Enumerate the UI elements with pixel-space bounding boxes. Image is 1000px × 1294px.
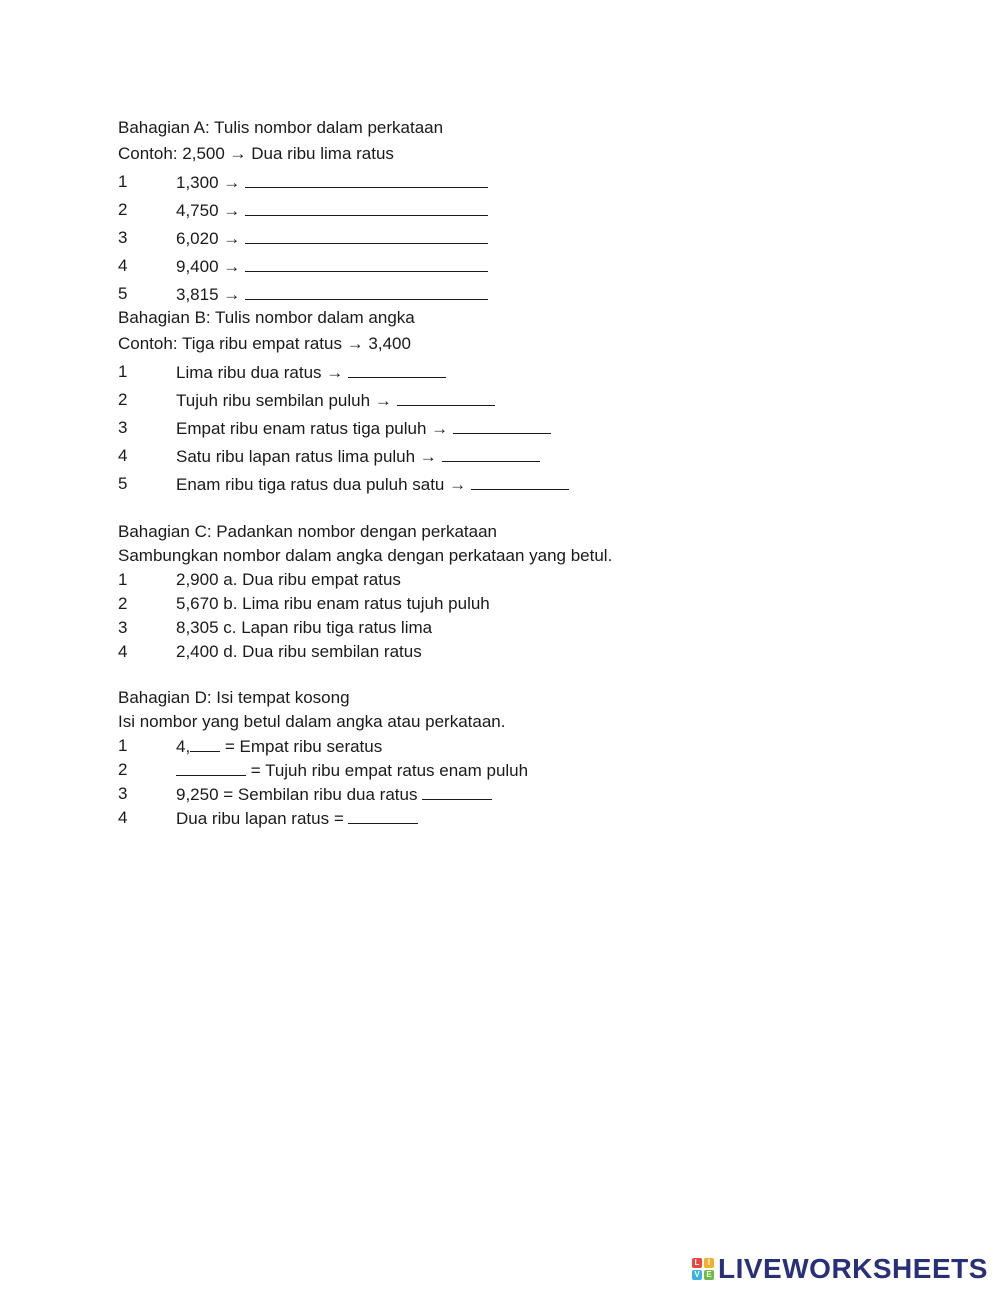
section-c-instruction: Sambungkan nombor dalam angka dengan perkataan yang betul. [118, 546, 613, 565]
logo-mark-icon [692, 1258, 714, 1280]
item-text: Tujuh ribu sembilan puluh → [176, 391, 392, 410]
item-number: 5 [118, 284, 128, 303]
item-text: 5,670 b. Lima ribu enam ratus tujuh puluh [176, 594, 490, 613]
item-text: 8,305 c. Lapan ribu tiga ratus lima [176, 618, 433, 637]
item-number: 3 [118, 228, 128, 247]
item-text: 2,900 a. Dua ribu empat ratus [176, 570, 401, 589]
logo-mark-tile: V [692, 1270, 702, 1280]
answer-blank[interactable] [245, 256, 488, 272]
answer-blank[interactable] [397, 390, 495, 406]
answer-blank[interactable] [348, 362, 446, 378]
item-text-after: = Empat ribu seratus [220, 737, 383, 756]
item-text: Satu ribu lapan ratus lima puluh → [176, 447, 437, 466]
item-text-before: Dua ribu lapan ratus = [176, 809, 349, 828]
item-number: 1 [118, 736, 128, 755]
item-number: 2 [118, 200, 128, 219]
item-text-before: 4, [176, 737, 191, 756]
item-text: 9,400 → [176, 257, 241, 276]
section-a-heading: Bahagian A: Tulis nombor dalam perkataan [118, 118, 444, 137]
liveworksheets-logo [692, 1255, 988, 1283]
item-text: 1,300 → [176, 173, 241, 192]
item-text: 4,750 → [176, 201, 241, 220]
item-number: 3 [118, 418, 128, 437]
answer-blank[interactable] [190, 736, 220, 752]
item-text: 2,400 d. Dua ribu sembilan ratus [176, 642, 422, 661]
section-b-heading: Bahagian B: Tulis nombor dalam angka [118, 308, 415, 327]
item-number: 4 [118, 256, 128, 275]
answer-blank[interactable] [245, 228, 488, 244]
answer-blank[interactable] [245, 284, 488, 300]
logo-text: LIVEWORKSHEETS [718, 1253, 988, 1284]
item-text: 3,815 → [176, 285, 241, 304]
section-c-heading: Bahagian C: Padankan nombor dengan perkataan [118, 522, 498, 541]
answer-blank[interactable] [348, 808, 418, 824]
answer-blank[interactable] [245, 172, 488, 188]
item-number: 2 [118, 760, 128, 779]
logo-mark-tile: I [704, 1258, 714, 1268]
item-number: 3 [118, 618, 128, 637]
logo-mark-tile: L [692, 1258, 702, 1268]
answer-blank[interactable] [176, 760, 246, 776]
item-text-before: 9,250 = Sembilan ribu dua ratus [176, 785, 423, 804]
item-number: 3 [118, 784, 128, 803]
logo-mark-tile: E [704, 1270, 714, 1280]
item-number: 1 [118, 362, 128, 381]
section-a-example: Contoh: 2,500 → Dua ribu lima ratus [118, 144, 394, 163]
item-number: 2 [118, 390, 128, 409]
item-number: 4 [118, 808, 128, 827]
item-number: 1 [118, 172, 128, 191]
item-number: 2 [118, 594, 128, 613]
section-d-heading: Bahagian D: Isi tempat kosong [118, 688, 350, 707]
item-number: 4 [118, 446, 128, 465]
item-text: Lima ribu dua ratus → [176, 363, 344, 382]
item-number: 1 [118, 570, 128, 589]
answer-blank[interactable] [422, 784, 492, 800]
answer-blank[interactable] [453, 418, 551, 434]
item-text-after: = Tujuh ribu empat ratus enam puluh [246, 761, 529, 780]
answer-blank[interactable] [442, 446, 540, 462]
section-d-instruction: Isi nombor yang betul dalam angka atau perkataan. [118, 712, 506, 731]
item-number: 4 [118, 642, 128, 661]
answer-blank[interactable] [245, 200, 488, 216]
item-number: 5 [118, 474, 128, 493]
answer-blank[interactable] [471, 474, 569, 490]
item-text: Empat ribu enam ratus tiga puluh → [176, 419, 449, 438]
item-text: Enam ribu tiga ratus dua puluh satu → [176, 475, 467, 494]
section-b-example: Contoh: Tiga ribu empat ratus → 3,400 [118, 334, 411, 353]
item-text: 6,020 → [176, 229, 241, 248]
